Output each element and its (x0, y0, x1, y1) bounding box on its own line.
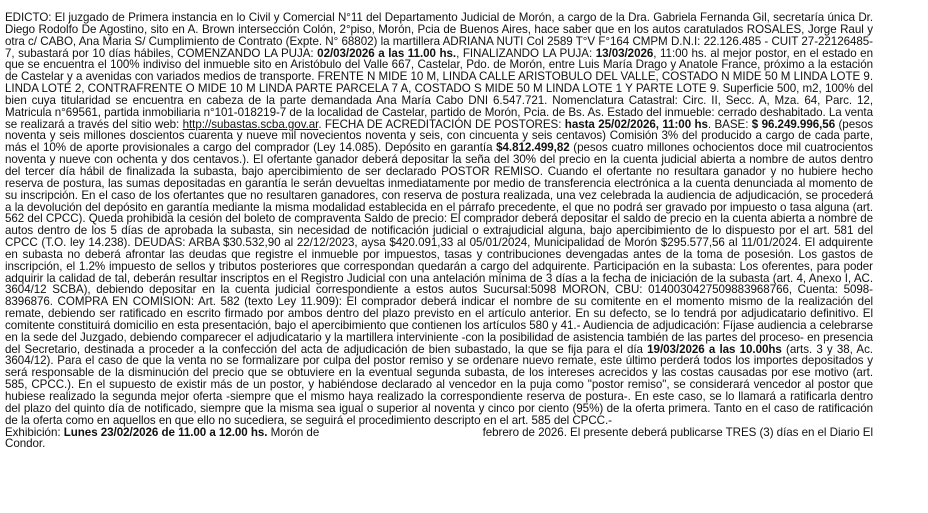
bold-segment: hasta 25/02/2026, 11:00 hs (564, 117, 708, 131)
exhibition-note (5, 427, 319, 439)
bold-segment: $4.812.499,82 (496, 141, 570, 155)
auction-site-link[interactable]: http://subastas.scba.gov.ar (182, 117, 319, 131)
closing-word: Condor. (5, 437, 46, 451)
bold-segment: Lunes 23/02/2026 de 11.00 a 12.00 hs. (63, 425, 268, 439)
exhibition-line (5, 427, 873, 439)
edict-text (5, 12, 873, 450)
text-segment: Morón de (267, 425, 320, 439)
bold-segment: $ 96.249.996,56 (751, 117, 836, 131)
bold-segment: 02/03/2026 a las 11.00 hs. (317, 46, 457, 60)
bold-segment: 13/03/2026 (595, 46, 654, 60)
text-segment: , 11:00 hs. al mejor postor, en el estado en que se encuentra el 100% indiviso del inmueble sito en Aristóbulo del Valle 667, Castelar, Pdo. de Morón, entre Luis María Drago y Anatole France, próximo a la estación de Castelar y a avenidas con variados medios de transporte. FRENTE N MIDE 10 M, LINDA CALLE ARISTOBULO DEL VALLE, COSTADO N MIDE 50 M LINDA LOTE 9. LINDA LOTE 2, CONTRAFRENTE O MIDE 10 M LINDA PARTE PARCELA 7 A, COSTADO S MIDE 50 M LINDA LOTE 1 Y PARTE LOTE 9. Superficie 500, m2, 100% del bien cuya titularidad se encuentra en cabeza de la parte demandada Ana María Cabo DNI 6.547.721. Nomenclatura Catastral: Circ. II, Secc. A, Mza. 64, Parc. 12, Matricula n°69561, partida inmobiliaria n°101-018219-7 de la localidad de Castelar, partido de Morón, Pcia. de Bs. As. Estado del inmueble: cerrado deshabitado. La venta se realizará a través del sitio web: (5, 46, 873, 131)
publication-note: febrero de 2026. El presente deberá publicarse TRES (3) días en el Diario El (482, 425, 873, 439)
text-segment: . FECHA DE ACREDITACIÓN DE POSTORES: (318, 117, 565, 131)
text-segment: , FINALIZANDO LA PUJA: (456, 46, 596, 60)
text-segment: (arts. 3 y 38, Ac. 3604/12). Para el caso de que la venta no se formalizare por culpa del postor remiso y se ordenare nuevo remate, este último perderá todos los importes depositados y será responsable de la disminución del precio que se obtuviere en la eventual segunda subasta, de los intereses acrecidos y las costas causadas por ese motivo (art. 585, CPCC.). En el supuesto de existir más de un postor, y habiéndose declarado al vencedor en la puja como "postor remiso", se considerará vencedor al postor que hubiese realizado la segunda mejor oferta -siempre que el mismo haya realizado la correspondiente reserva de postura-. En este caso, se lo llamará a ratificarla dentro del plazo del quinto día de notificado, siempre que la misma sea igual o superior al noventa y cinco por ciento (95%) de la oferta primera. Tanto en el caso de ratificación de la oferta como en aquellos en que ello no sucediera, se seguirá el procedimiento descripto en el art. 585 del CPCC.- (5, 342, 873, 427)
text-segment: (pesos noventa y seis millones doscientos cuarenta y nueve mil novecientos noventa y seis, con cincuenta y seis centavos) Comisión 3% del producido a cargo de cada parte, más el 10% de aporte provisionales a cargo del comprador (Ley 14.085). Depósito en garantía (5, 117, 873, 155)
text-segment: EDICTO: El juzgado de Primera instancia en lo Civil y Comercial N°11 del Departamento Judicial de Morón, a cargo de la Dra. Gabriela Fernanda Gil, secretaría única Dr. Diego Rodolfo De Agostino, sito en A. Brown intersección Colón, 2°piso, Morón, Pcia de Buenos Aires, hace saber que en los autos caratulados ROSALES, Jorge Raul y otra c/ CABO, Ana Maria S/ Cumplimiento de Contrato (Expte. N° 68802) la martillera ADRIANA NUTI Col 2589 T°V F°164 CMPM D.N.I: 22.126.485 - CUIT 27-22126485-7, subastará por 10 días hábiles, COMENZANDO LA PUJA: (5, 11, 873, 60)
text-segment: Exhibición: (5, 425, 64, 439)
text-segment: (pesos cuatro millones ochocientos doce mil cuatrocientos noventa y nueve con ochenta y dos centavos.). El ofertante ganador deberá depositar la seña del 30% del precio en la cuenta judicial abierta a nombre de autos dentro del tercer día hábil de finalizada la subasta, bajo apercibimiento de ser declarado POSTOR REMISO. Cuando el ofertante no resultara ganador y no hubiere hecho reserva de postura, las sumas depositadas en garantía le serán devueltas inmediatamente por medio de transferencia electrónica a la cuenta denunciada al momento de su inscripción. En el caso de los ofertantes que no resultaren ganadores, con reserva de postura realizada, una vez celebrada la audiencia de adjudicación, se procederá a la devolución del depósito en garantía mediante la misma modalidad establecida en el párrafo precedente, el que no podrá ser gravado por impuesto o tasa alguna (art. 562 del CPCC). Queda prohibida la cesión del boleto de compraventa Saldo de precio: El comprador deberá depositar el saldo de precio en la cuenta abierta a nombre de autos dentro de los 5 días de aprobada la subasta, sin necesidad de notificación judicial o extrajudicial alguna, bajo apercibimiento de lo dispuesto por el art. 581 del CPCC (T.O. ley 14.238). DEUDAS: ARBA $30.532,90 al 22/12/2023, aysa $420.091,33 al 05/01/2024, Municipalidad de Morón $295.577,56 al 11/01/2024. El adquirente en subasta no deberá afrontar las deudas que registre el inmueble por impuestos, tasas y contribuciones devengadas antes de la toma de posesión. Los gastos de inscripción, el 1.2% impuesto de sellos y tributos posteriores que correspondan quedarán a cargo del adquirente. Participación en la subasta: Los oferentes, para poder adquirir la calidad de tal, deberán resultar inscriptos en el Registro Judicial con una antelación mínima de 3 días a la fecha de iniciación de la subasta (art. 4, Anexo I, AC. 3604/12 SCBA), debiendo depositar en la cuenta judicial correspondiente a estos autos Sucursal:5098 MORON, CBU: 0140030427509883968766, Cuenta: 5098-8396876. COMPRA EN COMISION: Art. 582 (texto Ley 11.909): El comprador deberá indicar el nombre de su comitente en el momento mismo de la realización del remate, debiendo ser ratificado en escrito firmado por ambos dentro del plazo previsto en el artículo anterior. En su defecto, se lo tendrá por adjudicatario definitivo. El comitente constituirá domicilio en esta presentación, bajo el apercibimiento que contienen los artículos 580 y 41.- Audiencia de adjudicación: Fíjase audiencia a celebrarse en la sede del Juzgado, debiendo comparecer el adjudicatario y la martillera interviniente -con la posibilidad de asistencia también de las partes del proceso- en presencia del Secretario, destinada a proceder a la confección del acta de adjudicación de bien subastado, la que se fija para el día (5, 141, 873, 356)
text-segment: . BASE: (707, 117, 752, 131)
edict-body (5, 12, 873, 427)
bold-segment: 19/03/2026 a las 10.00hs (647, 342, 782, 356)
